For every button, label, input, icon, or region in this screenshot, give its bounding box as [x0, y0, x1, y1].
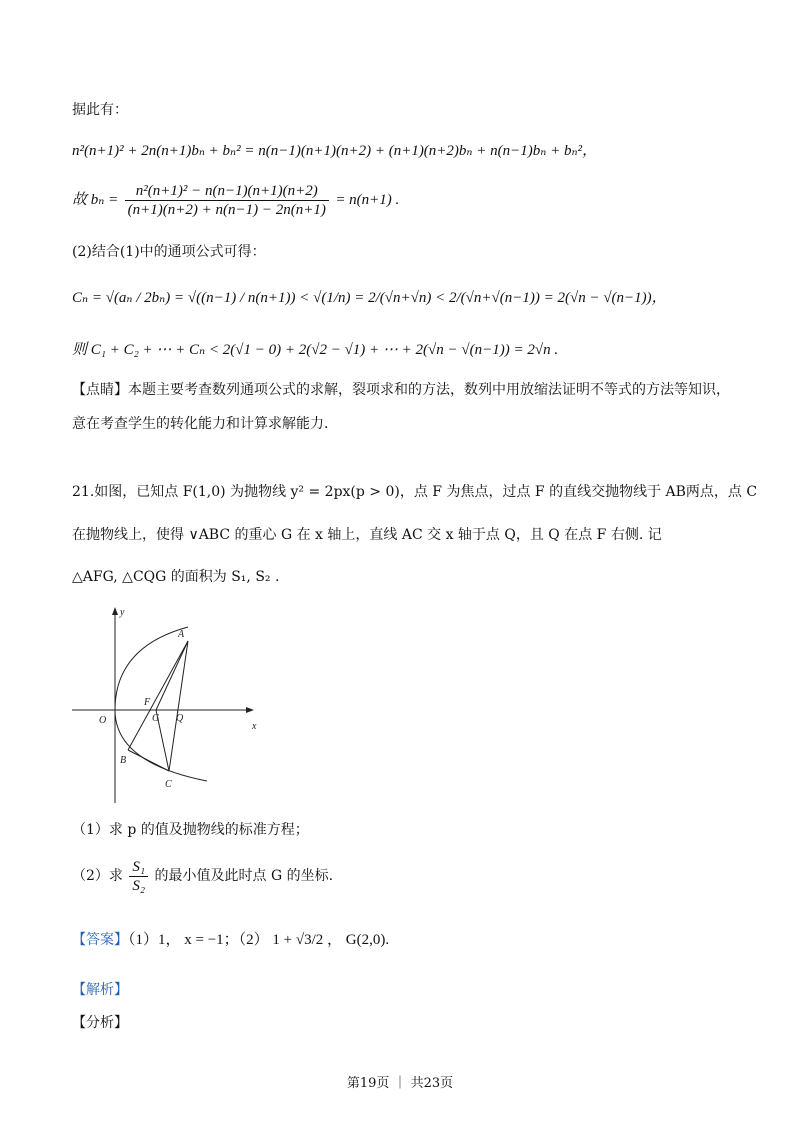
- line-AB: [128, 641, 188, 750]
- sub-question-1: （1）求 p 的值及抛物线的标准方程；: [72, 822, 309, 838]
- q21-line-3: △AFG, △CQG 的面积为 S₁, S₂ .: [72, 569, 280, 585]
- eq3-fraction: [125, 182, 329, 219]
- answer-tag: 【答案】: [72, 932, 128, 948]
- answer-body: （1）1， x = −1；（2） 1 + √3/2 ， G(2,0).: [128, 932, 390, 948]
- q21-line-2: 在抛物线上，使得 ∨ABC 的重心 G 在 x 轴上，直线 AC 交 x 轴于点 Q，且 Q 在点 F 右侧. 记: [72, 527, 662, 543]
- eq3-denominator: (n+1)(n+2) + n(n−1) − 2n(n+1): [127, 201, 326, 218]
- text-line-1: 据此有：: [72, 102, 128, 118]
- sub2-denominator: S₂: [132, 877, 146, 894]
- label-O: O: [99, 715, 107, 726]
- dianjing-line-2: 意在考查学生的转化能力和计算求解能力.: [72, 416, 329, 432]
- sub2-suffix: 的最小值及此时点 G 的坐标.: [154, 868, 334, 884]
- fenxi-tag: 【分析】: [72, 1015, 128, 1031]
- dianjing-line-1: 【点睛】本题主要考查数列通项公式的求解，裂项求和的方法，数列中用放缩法证明不等式的方法等知识，: [72, 382, 730, 398]
- parabola-figure: [72, 603, 272, 803]
- sub-question-2: [72, 856, 333, 896]
- label-C: C: [165, 779, 172, 790]
- equation-line-2: n²(n+1)² + 2n(n+1)bₙ + bₙ² = n(n−1)(n+1)(n+2) + (n+1)(n+2)bₙ + n(n−1)bₙ + bₙ²，: [72, 143, 598, 159]
- parabola-curve: [115, 627, 207, 781]
- line-BC: [128, 750, 169, 771]
- analysis-tag: 【解析】: [72, 982, 128, 998]
- answer-line: [72, 930, 389, 950]
- text-line-4: (2)结合(1)中的通项公式可得：: [72, 244, 266, 260]
- equation-line-5: Cₙ = √(aₙ / 2bₙ) = √((n−1) / n(n+1)) < √(1/n) = 2/(√n+√n) < 2/(√n+√(n−1)) = 2(√n − √(n−1))，: [72, 290, 667, 306]
- sub2-numerator: S₁: [129, 858, 148, 877]
- sub2-fraction: [129, 858, 148, 895]
- label-Q: Q: [176, 713, 184, 724]
- eq3-numerator: n²(n+1)² − n(n−1)(n+1)(n+2): [125, 182, 329, 201]
- label-x: x: [252, 721, 257, 732]
- y-axis-arrow: [112, 607, 118, 615]
- label-A: A: [178, 629, 185, 640]
- label-F: F: [144, 697, 151, 708]
- q21-line-1: 21.如图，已知点 F(1,0) 为抛物线 y² = 2px(p > 0)，点 F 为焦点，过点 F 的直线交抛物线于 AB两点，点 C: [72, 484, 758, 500]
- page-footer: 第19页 ｜ 共23页: [346, 1076, 454, 1091]
- label-y: y: [120, 607, 125, 618]
- sub2-prefix: （2）求: [72, 868, 123, 884]
- equation-line-3: [72, 180, 399, 220]
- equation-line-6: 则 C₁ + C₂ + ⋯ + Cₙ < 2(√1 − 0) + 2(√2 − √1) + ⋯ + 2(√n − √(n−1)) = 2√n .: [72, 342, 559, 358]
- x-axis-arrow: [246, 707, 254, 713]
- eq3-prefix: 故 bₙ =: [72, 192, 119, 208]
- eq3-suffix: = n(n+1) .: [335, 192, 400, 208]
- label-G: G: [152, 713, 160, 724]
- label-B: B: [120, 755, 127, 766]
